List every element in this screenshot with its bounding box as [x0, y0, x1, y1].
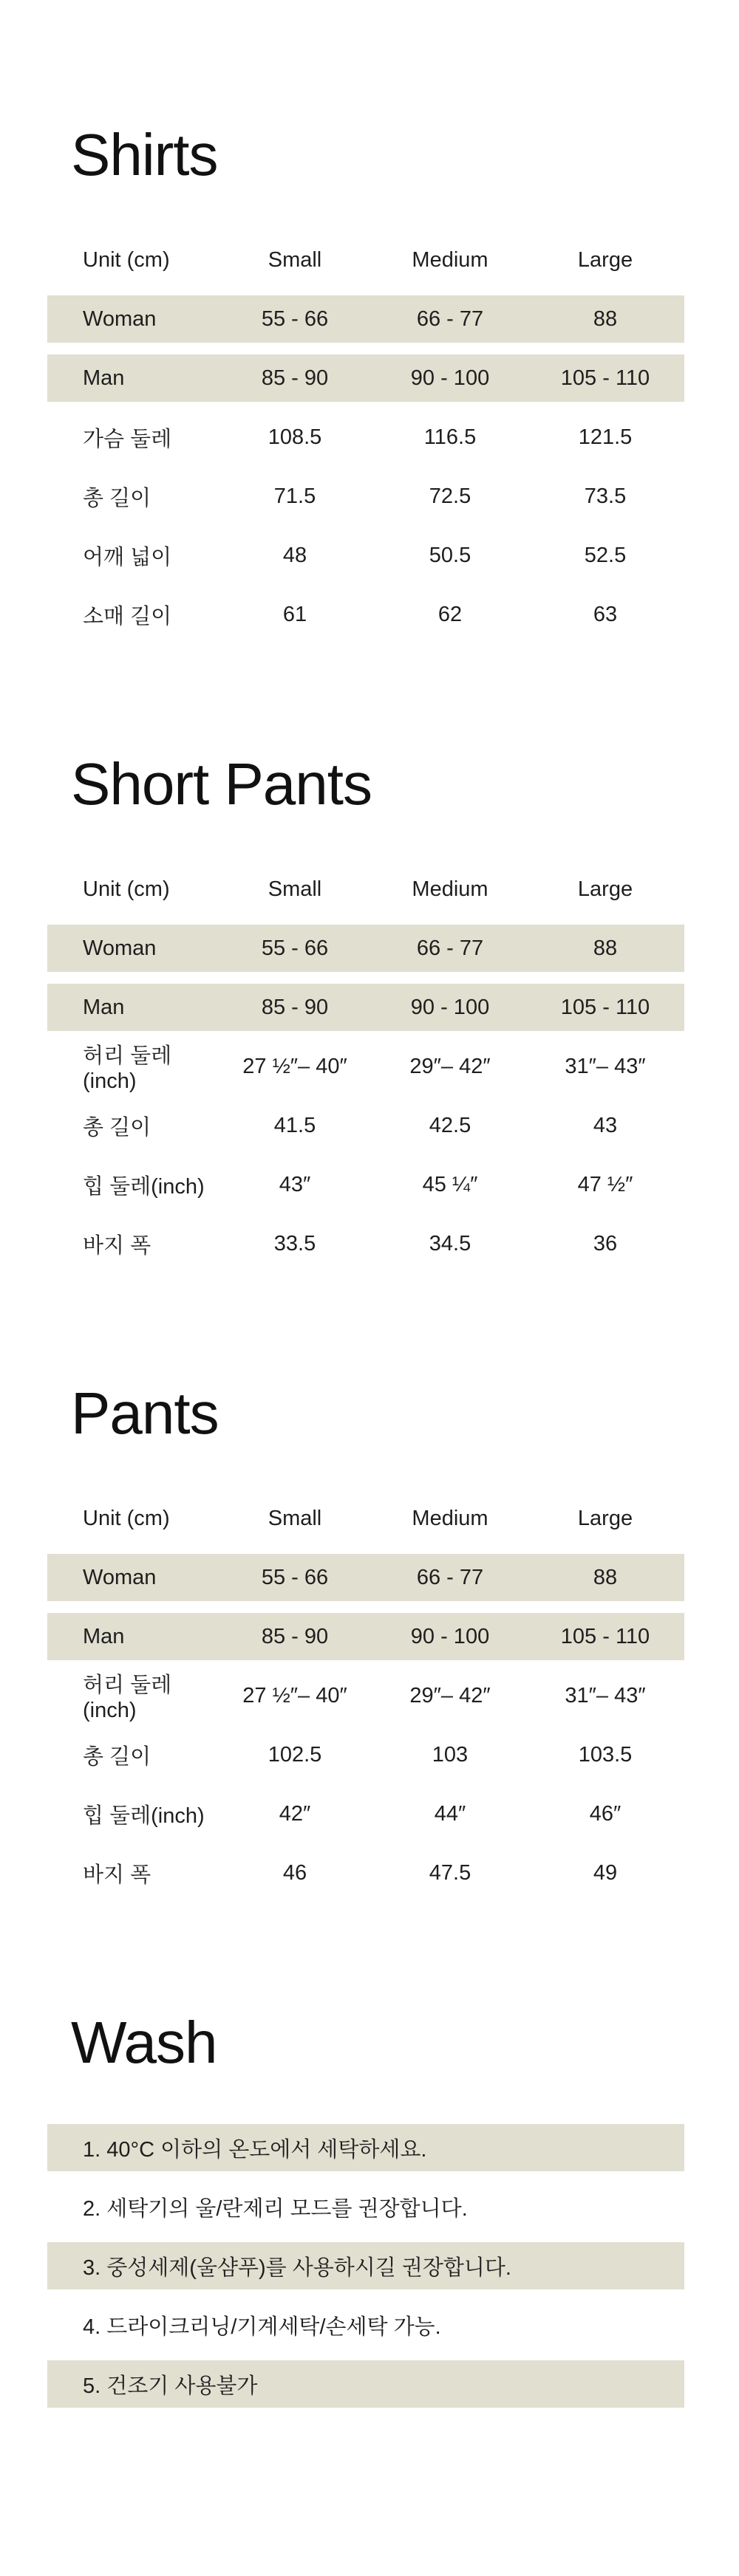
cell-large: 31″– 43″: [565, 1683, 646, 1707]
cell-small: 55 - 66: [261, 1565, 329, 1589]
row-label: 허리 둘레(inch): [83, 1674, 172, 1722]
row-label: 가슴 둘레: [83, 427, 172, 451]
cell-medium: 90 - 100: [410, 995, 490, 1019]
row-label: Man: [83, 366, 125, 390]
header-small: Small: [268, 877, 322, 901]
cell-medium: 62: [437, 602, 463, 626]
row-label: Woman: [83, 306, 157, 331]
cell-medium: 103: [432, 1742, 469, 1767]
cell-large: 88: [593, 1565, 618, 1589]
cell-small: 43″: [279, 1172, 311, 1196]
cell-small: 46: [282, 1860, 307, 1885]
shirts-title: Shirts: [71, 122, 218, 188]
pants-size-table: [47, 1495, 684, 1908]
table-row-man: [47, 354, 684, 402]
cell-small: 102.5: [268, 1742, 322, 1767]
cell-medium: 90 - 100: [410, 366, 490, 390]
cell-large: 105 - 110: [560, 1624, 650, 1648]
cell-small: 48: [282, 543, 307, 567]
row-label: 총 길이: [83, 1744, 151, 1769]
cell-large: 105 - 110: [560, 995, 650, 1019]
wash-item: 4. 드라이크리닝/기계세탁/손세탁 가능.: [83, 2315, 441, 2339]
header-small: Small: [268, 247, 322, 272]
header-unit: Unit (cm): [83, 1506, 170, 1530]
wash-title: Wash: [71, 2010, 217, 2075]
header-small: Small: [268, 1506, 322, 1530]
table-row: [47, 1849, 684, 1897]
cell-large: 88: [593, 936, 618, 960]
cell-large: 49: [593, 1860, 618, 1885]
table-row-woman: [47, 1554, 684, 1601]
row-label: Woman: [83, 936, 157, 960]
cell-small: 55 - 66: [261, 936, 329, 960]
cell-medium: 72.5: [429, 484, 471, 508]
header-unit: Unit (cm): [83, 877, 170, 901]
cell-large: 36: [593, 1231, 618, 1256]
cell-large: 121.5: [578, 425, 633, 449]
row-label: Man: [83, 1624, 125, 1648]
cell-small: 85 - 90: [261, 366, 329, 390]
table-row: [47, 532, 684, 579]
cell-medium: 34.5: [429, 1231, 471, 1256]
row-label: 바지 폭: [83, 1863, 151, 1887]
wash-item: 3. 중성세제(울샴푸)를 사용하시길 권장합니다.: [47, 2242, 684, 2289]
cell-medium: 45 ¼″: [422, 1172, 478, 1196]
cell-small: 41.5: [273, 1113, 316, 1137]
cell-large: 88: [593, 306, 618, 331]
table-row: [47, 1220, 684, 1267]
cell-small: 71.5: [273, 484, 316, 508]
cell-large: 52.5: [584, 543, 627, 567]
header-large: Large: [577, 1506, 633, 1530]
row-label: 총 길이: [83, 486, 151, 510]
row-label: 소매 길이: [83, 604, 172, 628]
table-row: [47, 1102, 684, 1149]
table-row: [47, 1161, 684, 1208]
header-large: Large: [577, 247, 633, 272]
cell-medium: 66 - 77: [416, 936, 484, 960]
table-row-woman: [47, 925, 684, 972]
wash-instructions-list: [47, 2124, 684, 2419]
cell-large: 46″: [589, 1801, 621, 1826]
table-row: [47, 1672, 684, 1722]
cell-large: 105 - 110: [560, 366, 650, 390]
cell-small: 27 ½″– 40″: [242, 1054, 347, 1078]
cell-large: 103.5: [578, 1742, 633, 1767]
cell-small: 85 - 90: [261, 995, 329, 1019]
wash-item: 2. 세탁기의 울/란제리 모드를 권장합니다.: [83, 2196, 468, 2221]
table-row: [47, 1731, 684, 1778]
header-medium: Medium: [412, 1506, 488, 1530]
table-header-row: [47, 236, 684, 284]
cell-small: 27 ½″– 40″: [242, 1683, 347, 1707]
cell-large: 31″– 43″: [565, 1054, 646, 1078]
table-row-man: [47, 984, 684, 1031]
header-medium: Medium: [412, 247, 488, 272]
cell-large: 63: [593, 602, 618, 626]
cell-small: 85 - 90: [261, 1624, 329, 1648]
table-row-woman: [47, 295, 684, 343]
cell-small: 33.5: [273, 1231, 316, 1256]
cell-large: 73.5: [584, 484, 627, 508]
wash-item: 1. 40°C 이하의 온도에서 세탁하세요.: [47, 2124, 684, 2171]
table-row: [47, 591, 684, 638]
row-label: 허리 둘레(inch): [83, 1044, 172, 1093]
short-pants-title: Short Pants: [71, 751, 372, 817]
cell-medium: 66 - 77: [416, 306, 484, 331]
wash-item: 5. 건조기 사용불가: [47, 2360, 684, 2408]
row-label: 바지 폭: [83, 1233, 151, 1258]
table-header-row: [47, 866, 684, 913]
table-row-man: [47, 1613, 684, 1660]
cell-medium: 50.5: [429, 543, 471, 567]
cell-medium: 29″– 42″: [409, 1683, 491, 1707]
cell-medium: 47.5: [429, 1860, 471, 1885]
pants-title: Pants: [71, 1380, 219, 1446]
cell-medium: 29″– 42″: [409, 1054, 491, 1078]
cell-small: 108.5: [268, 425, 322, 449]
table-header-row: [47, 1495, 684, 1542]
cell-medium: 44″: [434, 1801, 466, 1826]
short-pants-size-table: [47, 866, 684, 1279]
table-row: [47, 473, 684, 520]
header-large: Large: [577, 877, 633, 901]
cell-large: 47 ½″: [577, 1172, 633, 1196]
cell-large: 43: [593, 1113, 618, 1137]
table-row: [47, 414, 684, 461]
row-label: 힙 둘레(inch): [83, 1174, 205, 1199]
row-label: Woman: [83, 1565, 157, 1589]
cell-small: 61: [282, 602, 307, 626]
row-label: 힙 둘레(inch): [83, 1803, 205, 1828]
row-label: 어깨 넓이: [83, 545, 172, 569]
row-label: Man: [83, 995, 125, 1019]
cell-medium: 66 - 77: [416, 1565, 484, 1589]
cell-medium: 90 - 100: [410, 1624, 490, 1648]
cell-small: 55 - 66: [261, 306, 329, 331]
cell-medium: 42.5: [429, 1113, 471, 1137]
header-medium: Medium: [412, 877, 488, 901]
table-row: [47, 1043, 684, 1093]
row-label: 총 길이: [83, 1115, 151, 1140]
cell-small: 42″: [279, 1801, 311, 1826]
header-unit: Unit (cm): [83, 247, 170, 272]
shirts-size-table: [47, 236, 684, 650]
cell-medium: 116.5: [423, 425, 477, 449]
table-row: [47, 1790, 684, 1837]
